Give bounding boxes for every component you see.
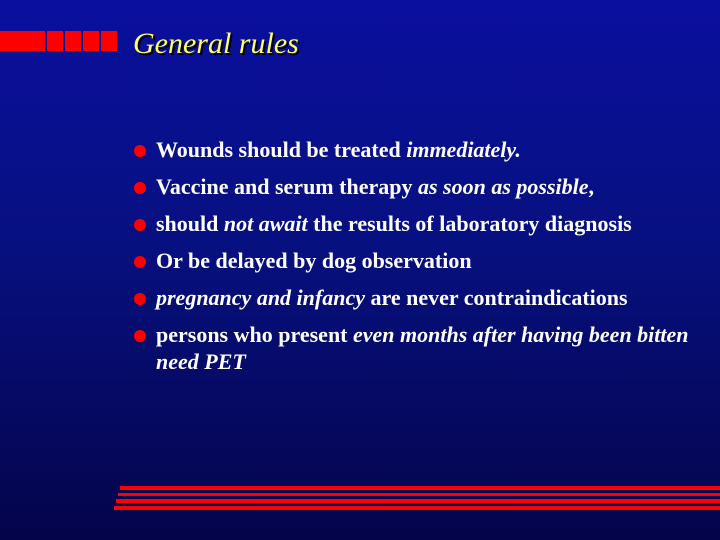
bullet-item <box>133 247 713 274</box>
bullet-dot-icon <box>134 330 146 342</box>
bullet-text <box>156 173 713 200</box>
bullet-dot-icon <box>134 256 146 268</box>
bullet-text <box>156 247 713 274</box>
bullet-text <box>156 284 713 311</box>
bullet-segment: Wounds should be treated <box>156 137 407 162</box>
bullet-list <box>133 136 713 385</box>
bullet-emphasis: even months after having been bitten need PET <box>156 322 689 374</box>
bullet-dot-icon <box>134 182 146 194</box>
slide-title: General rules <box>133 27 299 60</box>
bottom-decoration-bars <box>110 484 720 514</box>
title-decoration-bars <box>0 29 118 53</box>
bullet-segment: , <box>588 174 595 199</box>
bullet-dot-icon <box>134 219 146 231</box>
bullet-dot-icon <box>134 293 146 305</box>
bullet-emphasis: not await <box>223 211 308 236</box>
bullet-segment: Or be delayed by dog observation <box>156 248 472 273</box>
bullet-segment: should <box>156 211 224 236</box>
bullet-emphasis: as soon as possible <box>417 174 589 199</box>
bullet-segment: the results of laboratory diagnosis <box>307 211 632 236</box>
bullet-segment: are never contraindications <box>365 285 628 310</box>
bullet-item <box>133 173 713 200</box>
bullet-item <box>133 284 713 311</box>
bullet-segment: persons who present <box>156 322 354 347</box>
bullet-text <box>156 136 713 163</box>
bullet-text <box>156 210 713 237</box>
bullet-item <box>133 136 713 163</box>
bullet-emphasis: pregnancy and infancy <box>156 285 365 310</box>
bullet-dot-icon <box>134 145 146 157</box>
bullet-emphasis: immediately. <box>406 137 521 162</box>
bullet-item <box>133 210 713 237</box>
bullet-text <box>156 321 713 375</box>
bullet-item <box>133 321 713 375</box>
bullet-segment: Vaccine and serum therapy <box>156 174 418 199</box>
